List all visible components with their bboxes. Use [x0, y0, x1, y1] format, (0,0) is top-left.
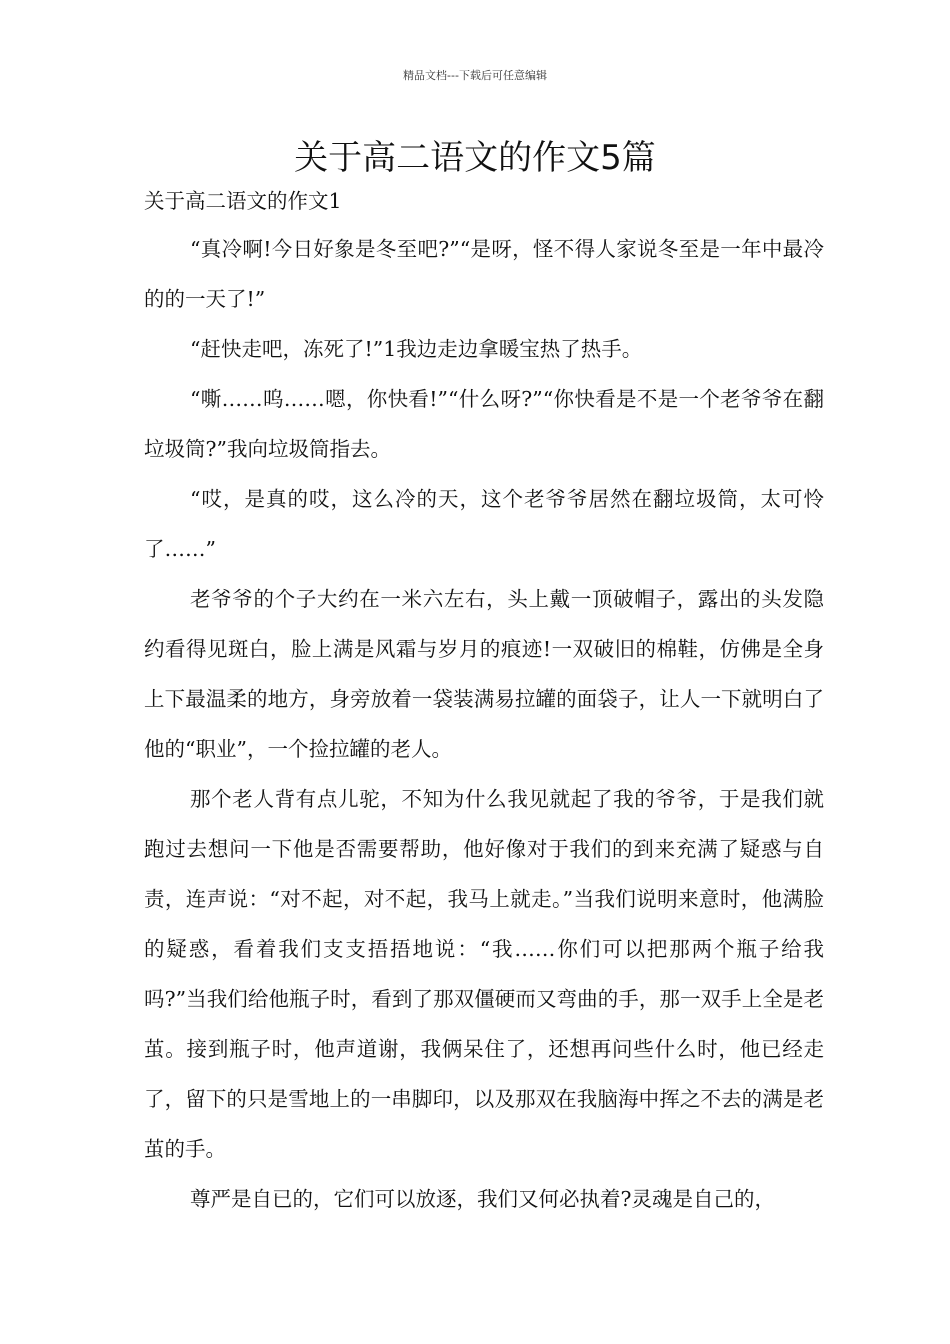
document-body — [144, 186, 824, 1224]
document-title: 关于高二语文的作文5篇 — [294, 138, 656, 178]
page-header-note: 精品文档---下载后可任意编辑 — [403, 69, 547, 82]
paragraph: 老爷爷的个子大约在一米六左右，头上戴一顶破帽子，露出的头发隐约看得见斑白，脸上满是风霜与岁月的痕迹!一双破旧的棉鞋，仿佛是全身上下最温柔的地方，身旁放着一袋装满易拉罐的面袋子，让人一下就明白了他的“职业”，一个捡拉罐的老人。 — [144, 587, 824, 761]
section-heading: 关于高二语文的作文1 — [144, 189, 342, 213]
paragraph: 尊严是自已的，它们可以放逐，我们又何必执着?灵魂是自己的， — [190, 1187, 775, 1211]
paragraph: “赶快走吧，冻死了!”1我边走边拿暖宝热了热手。 — [190, 337, 643, 361]
paragraph: “哎，是真的哎，这么冷的天，这个老爷爷居然在翻垃圾筒，太可怜了……” — [144, 487, 824, 561]
paragraph: “真冷啊!今日好象是冬至吧?”“是呀，怪不得人家说冬至是一年中最冷的的一天了!” — [144, 237, 824, 311]
paragraph: 那个老人背有点儿驼，不知为什么我见就起了我的爷爷，于是我们就跑过去想问一下他是否需要帮助，他好像对于我们的到来充满了疑惑与自责，连声说：“对不起，对不起，我马上就走。”当我们说明来意时，他满脸的疑惑，看着我们支支捂捂地说：“我……你们可以把那两个瓶子给我吗?”当我们给他瓶子时，看到了那双僵硬而又弯曲的手，那一双手上全是老茧。接到瓶子时，他声道谢，我俩呆住了，还想再问些什么时，他已经走了，留下的只是雪地上的一串脚印，以及那双在我脑海中挥之不去的满是老茧的手。 — [144, 787, 824, 1161]
paragraph: “嘶……呜……嗯，你快看!”“什么呀?”“你快看是不是一个老爷爷在翻垃圾筒?”我向垃圾筒指去。 — [144, 387, 824, 461]
